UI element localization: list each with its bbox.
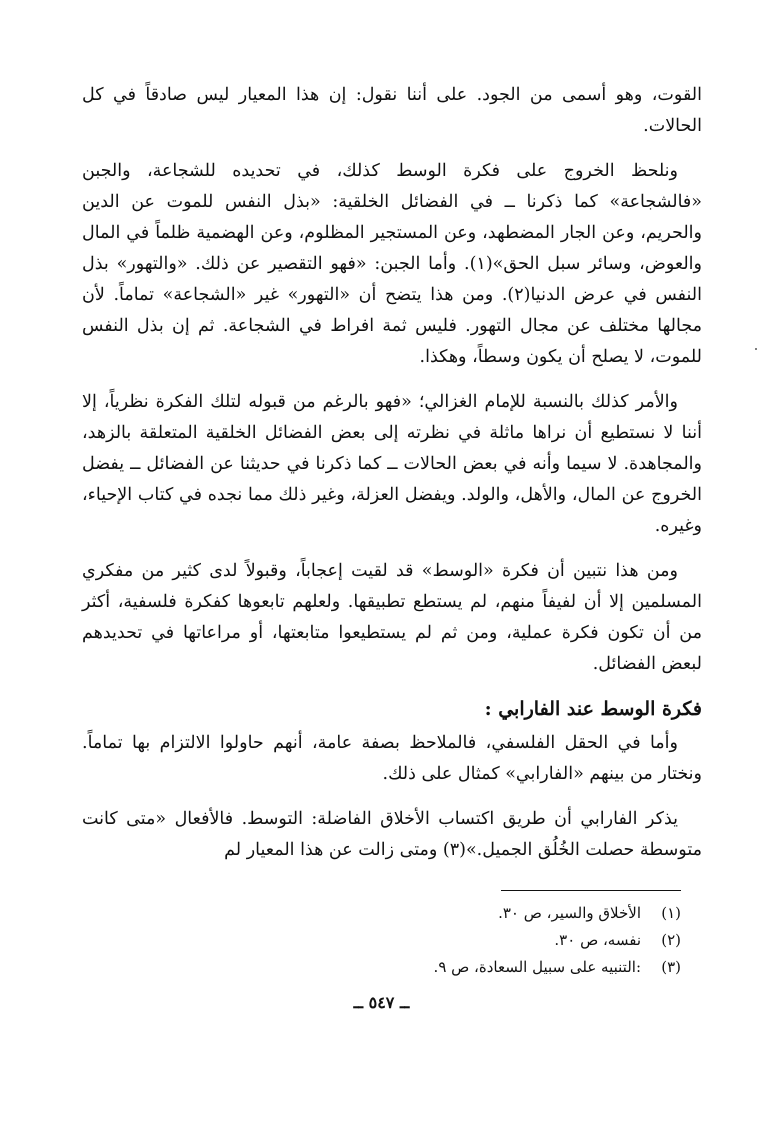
footnote-2 (281, 927, 681, 954)
footnote-3 (281, 954, 681, 981)
paragraph-3: والأمر كذلك بالنسبة للإمام الغزالي؛ «فهو بالرغم من قبوله لتلك الفكرة نظرياً، إلا أننا لا نستطيع أن نراها ماثلة في نظرته إلى بعض الفضائل الخلقية المتعلقة بالزهد، والمجاهدة. لا سيما وأنه في بعض الحالات ــ كما ذكرنا في حديثنا عن الفضائل ــ يفضل الخروج عن المال، والأهل، والولد. ويفضل العزلة، وغير ذلك مما نجده في كتاب الإحياء، وغيره. (82, 392, 702, 536)
footnote-text: نفسه، ص ٣٠. (554, 931, 641, 949)
footnote-number: (٢) (661, 931, 681, 949)
section-paragraph-1: وأما في الحقل الفلسفي، فالملاحظ بصفة عامة، أنهم حاولوا الالتزام بها تماماً. ونختار من بينهم «الفارابي» كمثال على ذلك. (82, 733, 702, 784)
scan-mark (755, 348, 757, 350)
page-number: ــ ٥٤٧ ــ (353, 993, 410, 1012)
section-paragraph-2: يذكر الفارابي أن طريق اكتساب الأخلاق الفاضلة: التوسط. فالأفعال «متى كانت متوسطة حصلت الخُلُق الجميل.»(٣) ومتى زالت عن هذا المعيار لم (82, 809, 702, 860)
footnote-number: (٣) (661, 958, 681, 976)
footnote-text: الأخلاق والسير، ص ٣٠. (498, 904, 641, 922)
footnote-text: :التنبيه على سبيل السعادة، ص ٩. (433, 958, 641, 976)
section-heading: فكرة الوسط عند الفارابي : (484, 698, 702, 720)
paragraph-4: ومن هذا نتبين أن فكرة «الوسط» قد لقيت إعجاباً، وقبولاً لدى كثير من مفكري المسلمين إلا أن لفيفاً منهم، لم يستطع تطبيقها. ولعلهم تابعوها كفكرة فلسفية، أكثر من أن تكون فكرة عملية، ومن ثم لم يستطيعوا متابعتها، أو مراعاتها في تحديدهم لبعض الفضائل. (82, 561, 702, 674)
paragraph-1: القوت، وهو أسمى من الجود. على أننا نقول: إن هذا المعيار ليس صادقاً في كل الحالات. (82, 85, 702, 136)
footnotes (281, 900, 681, 981)
page-body (82, 80, 702, 880)
paragraph-2: ونلحظ الخروج على فكرة الوسط كذلك، في تحديده للشجاعة، والجبن «فالشجاعة» كما ذكرنا ــ في الفضائل الخلقية: «بذل النفس للموت عن الدين والحريم، وعن الجار المضطهد، وعن المستجير المظلوم، وعن الهضمية ظلماً في المال والعوض، وسائر سبل الحق»(١). وأما الجبن: «فهو التقصير عن ذلك. «والتهور» بذل النفس في عرض الدنيا(٢). ومن هذا يتضح أن «التهور» غير «الشجاعة» تماماً. لأن مجالها مختلف عن مجال التهور. فليس ثمة افراط في الشجاعة. ثم إن بذل النفس للموت، لا يصلح أن يكون وسطاً، وهكذا. (82, 161, 702, 367)
footnote-1 (281, 900, 681, 927)
footnote-number: (١) (661, 904, 681, 922)
footnote-divider (501, 890, 681, 891)
